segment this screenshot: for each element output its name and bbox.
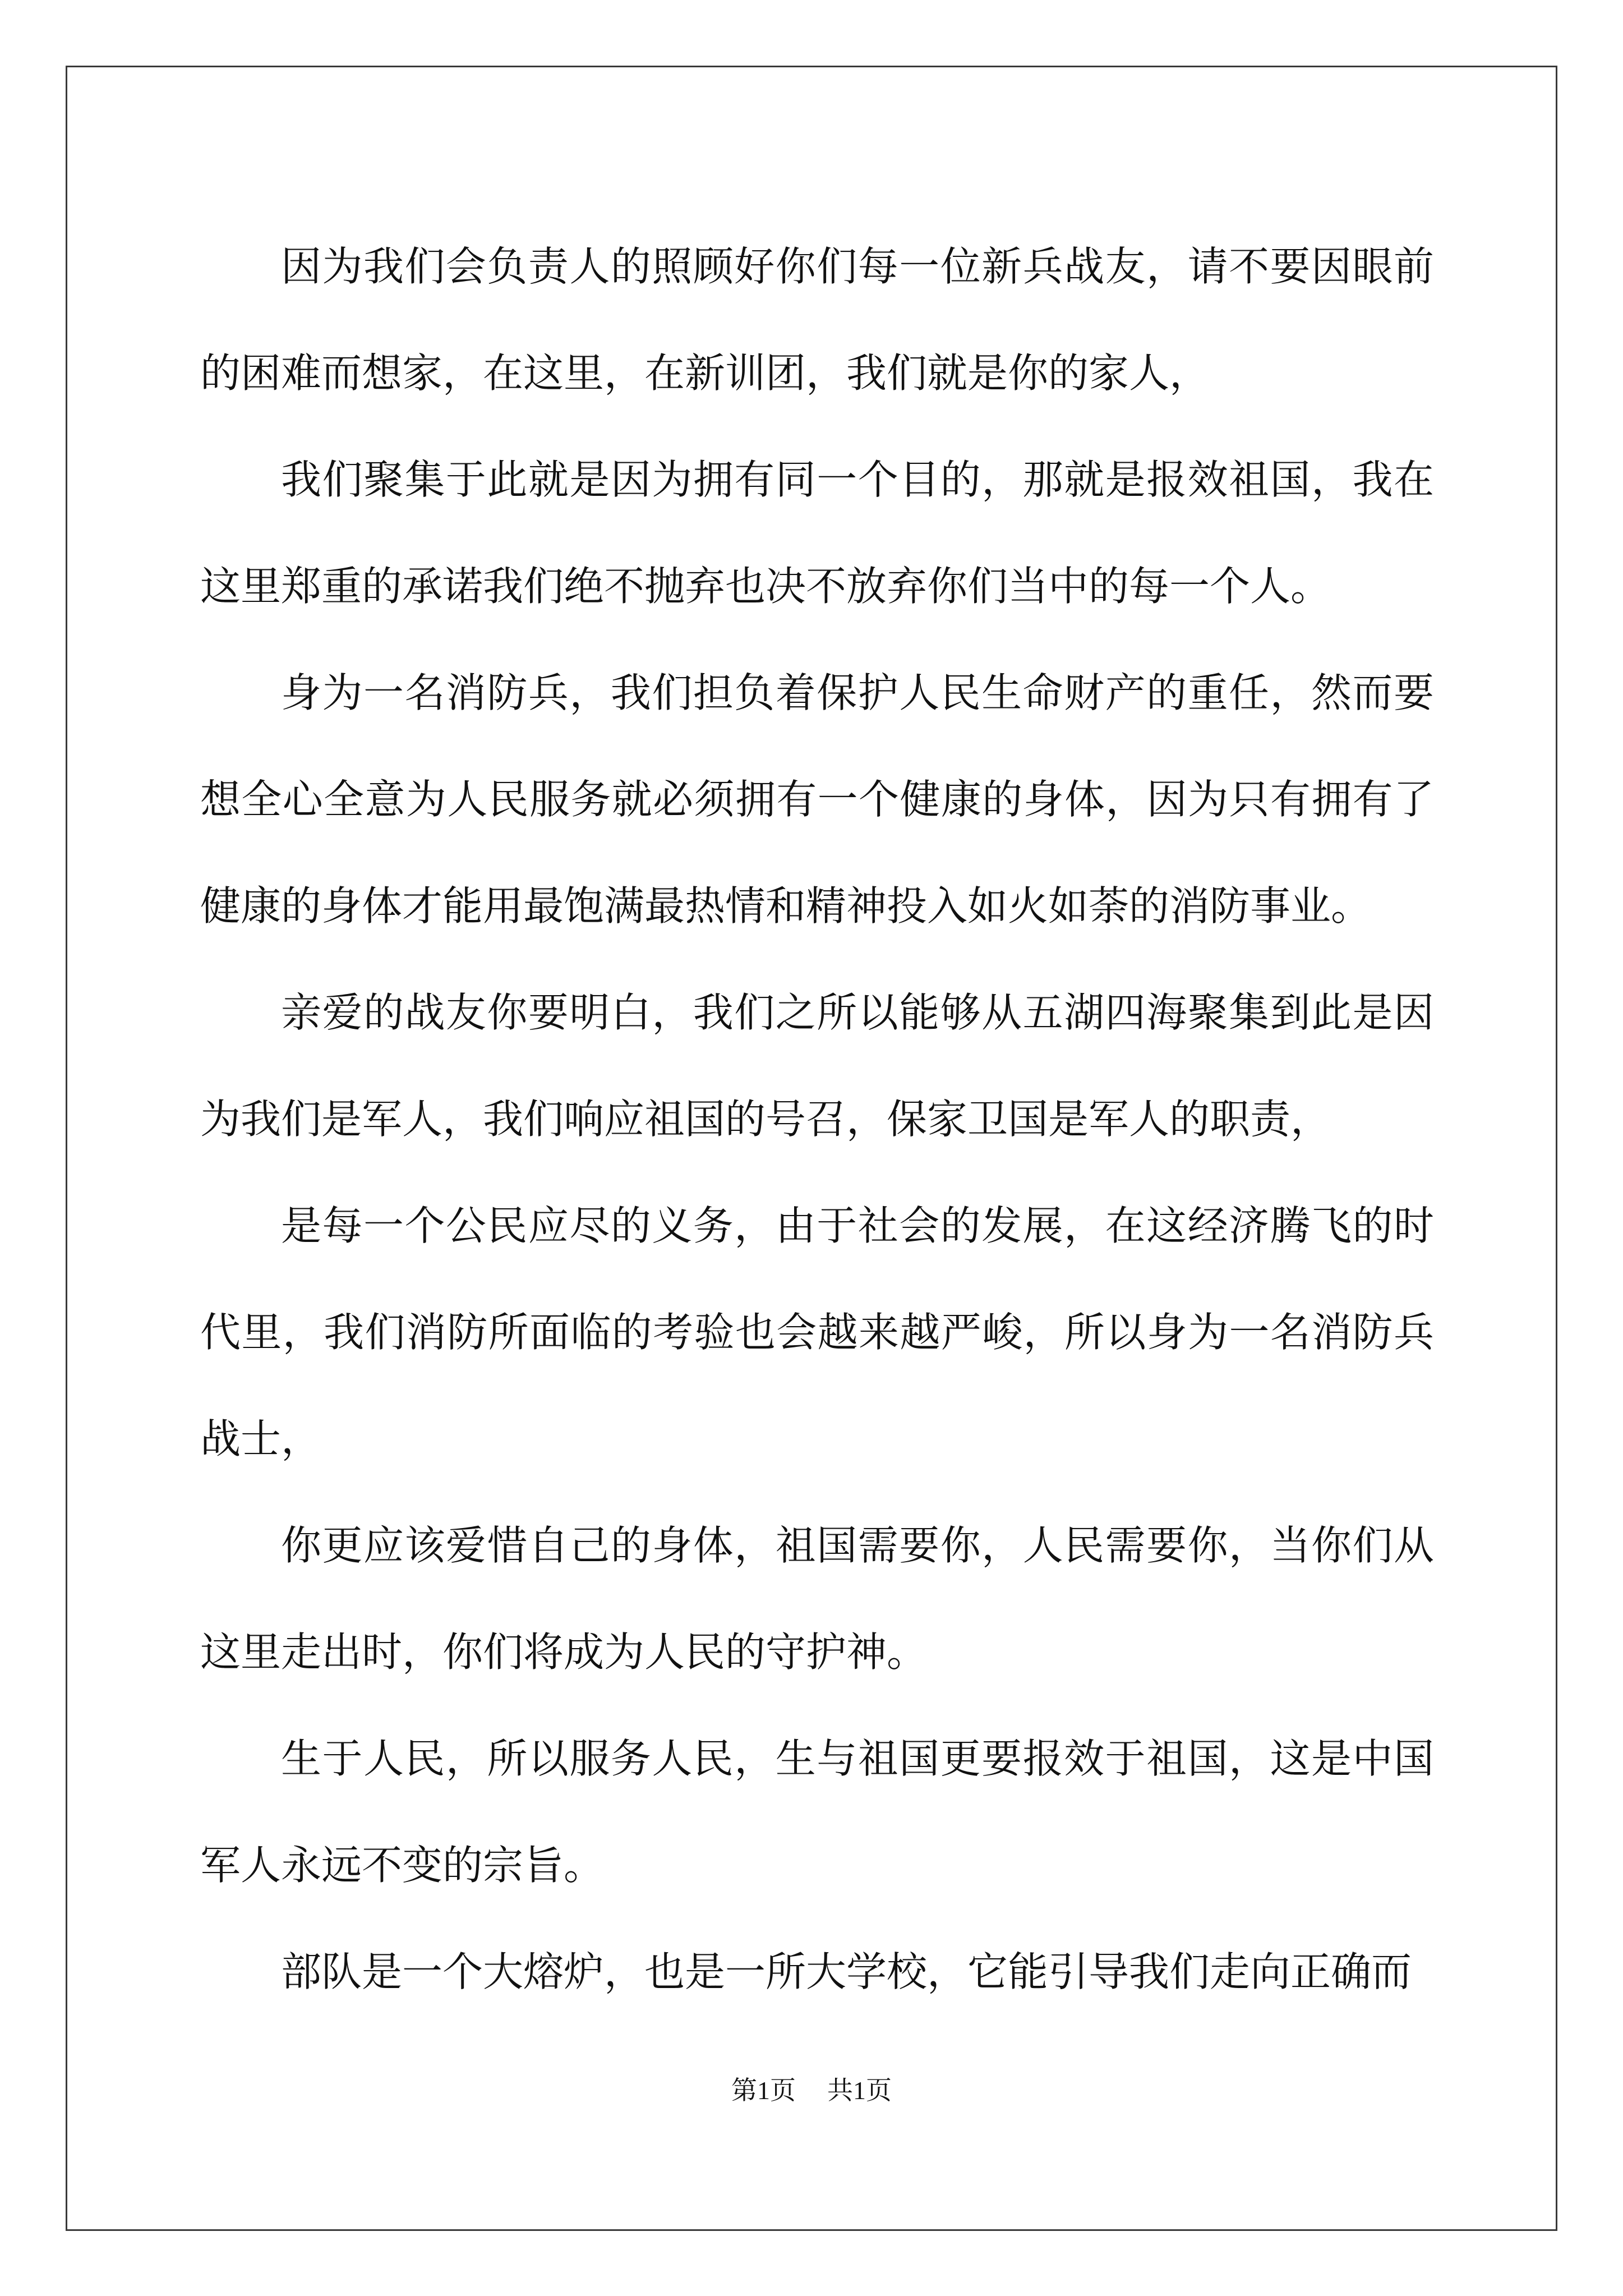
paragraph-6: 你更应该爱惜自己的身体，祖国需要你，人民需要你，当你们从这里走出时，你们将成为人民的守护神。 [200, 1522, 1434, 1676]
page-total: 共1页 [827, 2076, 892, 2105]
document-body [200, 213, 1434, 2025]
page-footer [0, 2070, 1623, 2107]
paragraph-3: 身为一名消防兵，我们担负着保护人民生命财产的重任，然而要想全心全意为人民服务就必须拥有一个健康的身体，因为只有拥有了健康的身体才能用最饱满最热情和精神投入如火如荼的消防事业。 [200, 669, 1434, 930]
paragraph-2: 我们聚集于此就是因为拥有同一个目的，那就是报效祖国，我在这里郑重的承诺我们绝不抛弃也决不放弃你们当中的每一个人。 [200, 456, 1434, 610]
paragraph-1: 因为我们会负责人的照顾好你们每一位新兵战友，请不要因眼前的困难而想家，在这里，在新训团，我们就是你的家人， [200, 243, 1434, 397]
paragraph-7: 生于人民，所以服务人民，生与祖国更要报效于祖国，这是中国军人永远不变的宗旨。 [200, 1735, 1434, 1889]
paragraph-8: 部队是一个大熔炉，也是一所大学校，它能引导我们走向正确而 [281, 1948, 1412, 1995]
page-number: 第1页 [731, 2076, 796, 2105]
paragraph-4: 亲爱的战友你要明白，我们之所以能够从五湖四海聚集到此是因为我们是军人，我们响应祖国的号召，保家卫国是军人的职责， [200, 989, 1434, 1143]
paragraph-5: 是每一个公民应尽的义务，由于社会的发展，在这经济腾飞的时代里，我们消防所面临的考验也会越来越严峻，所以身为一名消防兵战士， [200, 1202, 1434, 1462]
